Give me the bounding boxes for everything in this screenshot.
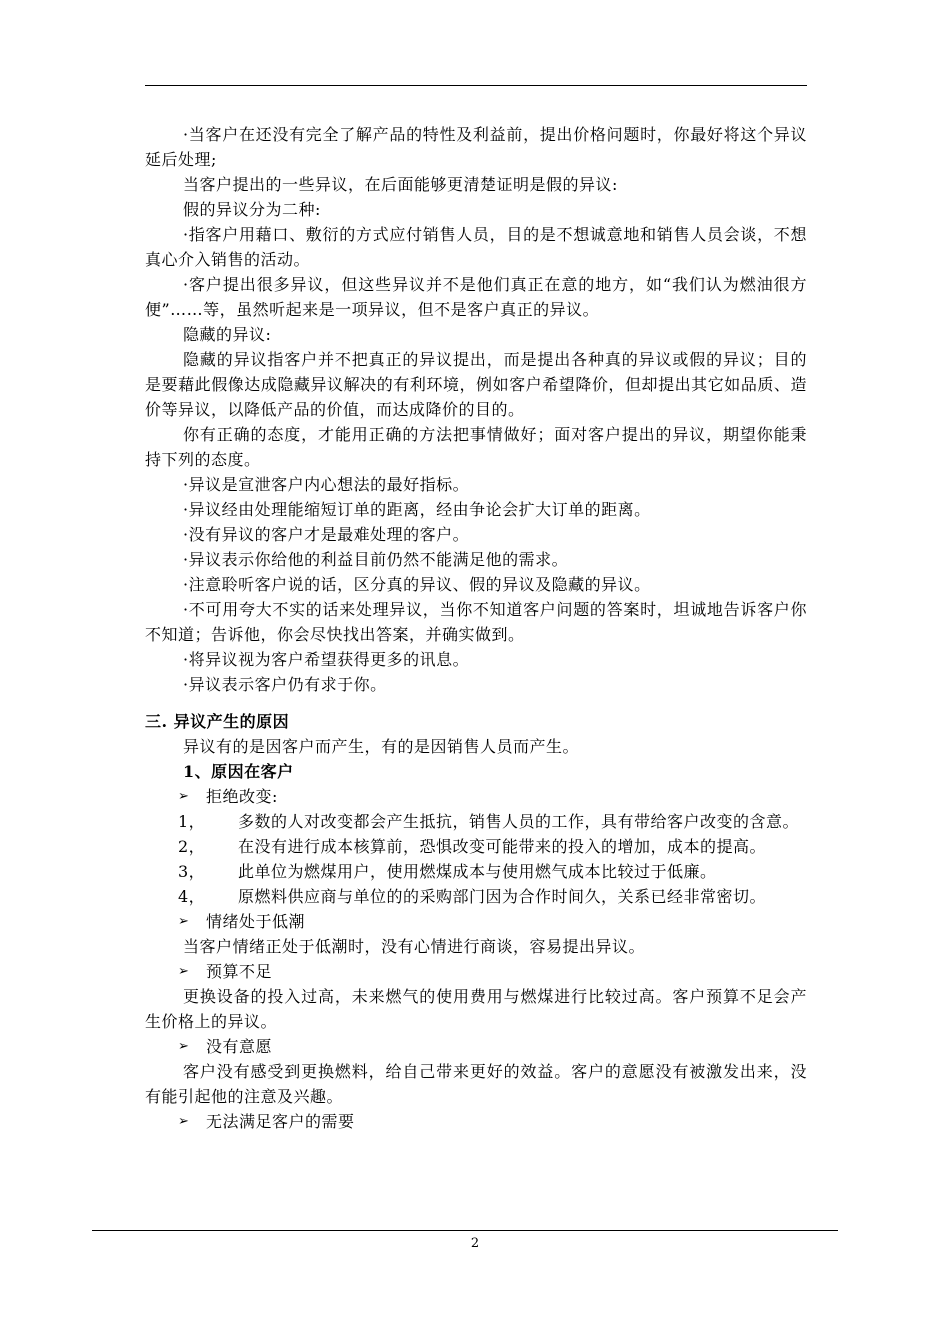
arrow-bullet-icon: ➢ <box>178 1114 190 1129</box>
header-rule <box>145 85 807 86</box>
paragraph: 异议有的是因客户而产生，有的是因销售人员而产生。 <box>183 737 580 756</box>
footer-rule <box>92 1230 838 1231</box>
numbered-item <box>145 809 807 834</box>
attitude-item: ·异议表示客户仍有求于你。 <box>183 675 387 694</box>
attitude-item: ·异议经由处理能缩短订单的距离，经由争论会扩大订单的距离。 <box>183 500 651 519</box>
attitude-item: ·不可用夸大不实的话来处理异议，当你不知道客户问题的答案时，坦诚地告诉客户你不知道；告诉他，你会尽快找出答案，并确实做到。 <box>145 600 807 644</box>
item-number: 1， <box>178 812 206 831</box>
document-body <box>145 122 807 1134</box>
paragraph: 客户没有感受到更换燃料，给自己带来更好的效益。客户的意愿没有被激发出来，没有能引起他的注意及兴趣。 <box>145 1062 807 1106</box>
attitude-item: ·异议是宣泄客户内心想法的最好指标。 <box>183 475 470 494</box>
arrow-list-item <box>145 959 807 984</box>
arrow-list-item <box>145 1034 807 1059</box>
attitude-item: ·异议表示你给他的利益目前仍然不能满足他的需求。 <box>183 550 569 569</box>
paragraph: 更换设备的投入过高，未来燃气的使用费用与燃煤进行比较过高。客户预算不足会产生价格上的异议。 <box>145 987 807 1031</box>
numbered-item <box>145 834 807 859</box>
paragraph: 隐藏的异议: <box>183 325 272 344</box>
subsection-heading: 1、原因在客户 <box>183 762 294 781</box>
arrow-list-item <box>145 909 807 934</box>
item-text: 多数的人对改变都会产生抵抗，销售人员的工作，具有带给客户改变的含意。 <box>238 812 800 831</box>
item-number: 4， <box>178 887 206 906</box>
item-text: 此单位为燃煤用户，使用燃煤成本与使用燃气成本比较过于低廉。 <box>238 862 717 881</box>
item-text: 在没有进行成本核算前，恐惧改变可能带来的投入的增加，成本的提高。 <box>238 837 767 856</box>
paragraph: ·指客户用藉口、敷衍的方式应付销售人员，目的是不想诚意地和销售人员会谈，不想真心介入销售的活动。 <box>145 225 807 269</box>
arrow-list-item <box>145 1109 807 1134</box>
numbered-item <box>145 884 807 909</box>
paragraph: 当客户情绪正处于低潮时，没有心情进行商谈，容易提出异议。 <box>183 937 646 956</box>
paragraph: 你有正确的态度，才能用正确的方法把事情做好；面对客户提出的异议，期望你能秉持下列的态度。 <box>145 425 807 469</box>
section-heading: 三. 异议产生的原因 <box>145 712 290 731</box>
arrow-item-label: 没有意愿 <box>206 1037 273 1056</box>
paragraph: 隐藏的异议指客户并不把真正的异议提出，而是提出各种真的异议或假的异议；目的是要藉此假像达成隐藏异议解决的有利环境，例如客户希望降价，但却提出其它如品质、造价等异议，以降低产品的价值，而达成降价的目的。 <box>145 350 807 419</box>
arrow-bullet-icon: ➢ <box>178 1039 190 1054</box>
paragraph: 假的异议分为二种: <box>183 200 321 219</box>
attitude-item: ·注意聆听客户说的话，区分真的异议、假的异议及隐藏的异议。 <box>183 575 651 594</box>
paragraph: ·当客户在还没有完全了解产品的特性及利益前，提出价格问题时，你最好将这个异议延后处理; <box>145 125 807 169</box>
arrow-bullet-icon: ➢ <box>178 914 190 929</box>
arrow-item-label: 无法满足客户的需要 <box>206 1112 355 1131</box>
arrow-bullet-icon: ➢ <box>178 964 190 979</box>
item-text: 原燃料供应商与单位的的采购部门因为合作时间久，关系已经非常密切。 <box>238 887 767 906</box>
item-number: 3， <box>178 862 206 881</box>
item-number: 2， <box>178 837 206 856</box>
arrow-bullet-icon: ➢ <box>178 789 190 804</box>
arrow-item-label: 情绪处于低潮 <box>206 912 306 931</box>
numbered-item <box>145 859 807 884</box>
paragraph: 当客户提出的一些异议，在后面能够更清楚证明是假的异议: <box>183 175 618 194</box>
arrow-item-label: 预算不足 <box>206 962 273 981</box>
attitude-item: ·将异议视为客户希望获得更多的讯息。 <box>183 650 470 669</box>
arrow-list-item <box>145 784 807 809</box>
arrow-item-label: 拒绝改变: <box>206 787 278 806</box>
paragraph: ·客户提出很多异议，但这些异议并不是他们真正在意的地方，如“我们认为燃油很方便”……等，虽然听起来是一项异议，但不是客户真正的异议。 <box>145 275 807 319</box>
page-number: 2 <box>470 1236 480 1251</box>
attitude-item: ·没有异议的客户才是最难处理的客户。 <box>183 525 470 544</box>
